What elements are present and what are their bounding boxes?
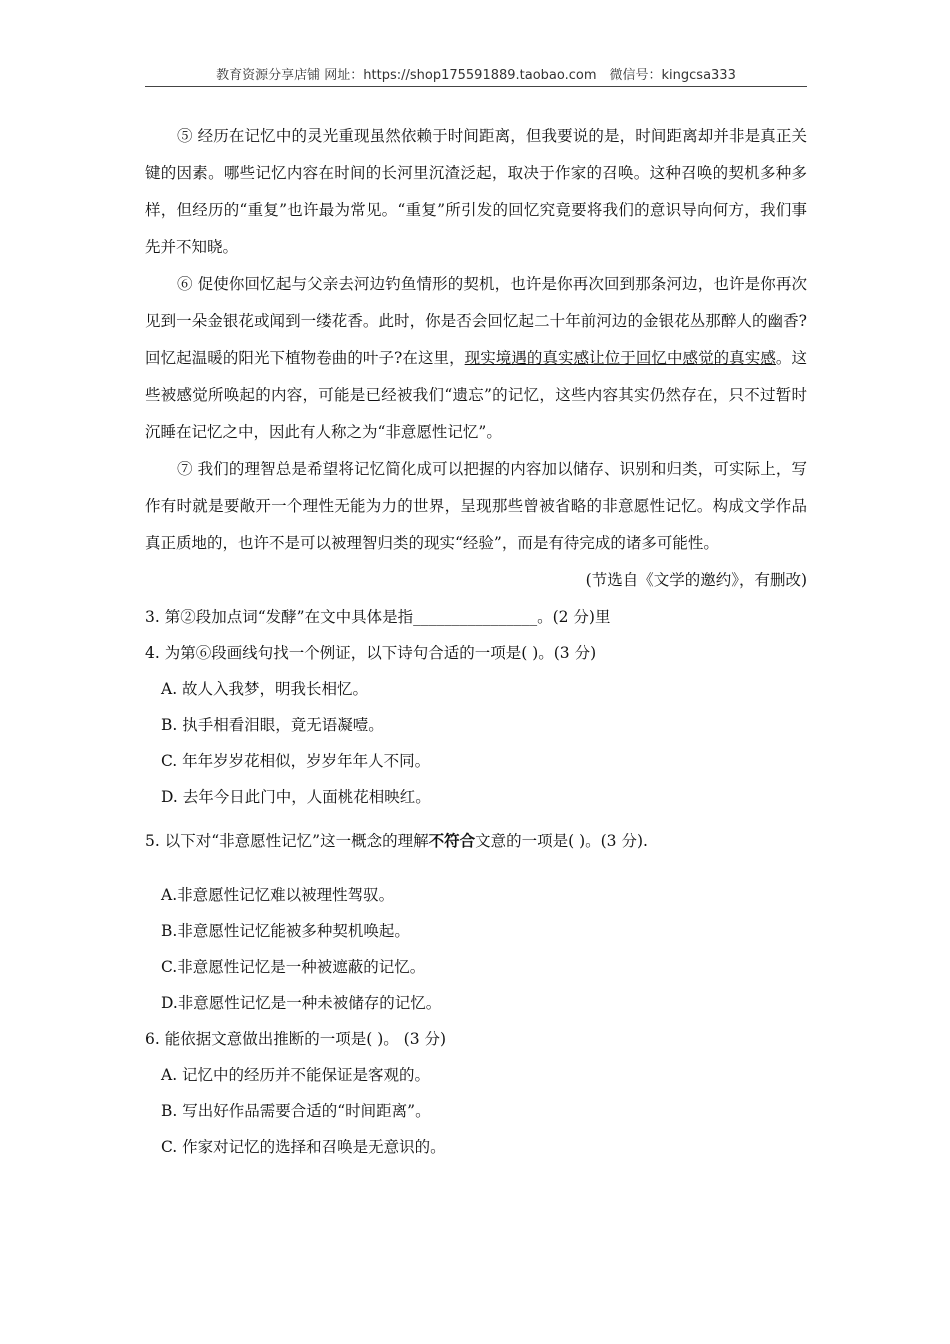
question-6-option-b: B. 写出好作品需要合适的“时间距离”。	[161, 1102, 431, 1120]
question-6-stem: 6. 能依据文意做出推断的一项是( )。 (3 分)	[145, 1030, 447, 1048]
question-4-option-b: B. 执手相看泪眼，竟无语凝噎。	[161, 716, 384, 734]
question-4-option-c: C. 年年岁岁花相似，岁岁年年人不同。	[161, 752, 431, 770]
question-6-option-a: A. 记忆中的经历并不能保证是客观的。	[161, 1066, 431, 1084]
question-3: 3. 第②段加点词“发酵”在文中具体是指________________。(2 分)里	[145, 608, 611, 626]
question-5-option-d: D.非意愿性记忆是一种未被储存的记忆。	[161, 994, 442, 1012]
source-citation: (节选自《文学的邀约》，有删改)	[585, 571, 807, 589]
question-6-option-c: C. 作家对记忆的选择和召唤是无意识的。	[161, 1138, 446, 1156]
document-body	[145, 118, 807, 1165]
question-5-option-b: B.非意愿性记忆能被多种契机唤起。	[161, 922, 410, 940]
paragraph-6-text-after: 。这些被感觉所唤起的内容，可能是已经被我们“遗忘”的记忆，这些内容其实仍然存在，只不过暂时沉睡在记忆之中，因此有人称之为“非意愿性记忆”。	[145, 349, 807, 441]
spacer	[145, 859, 807, 877]
underlined-sentence: 现实境遇的真实感让位于回忆中感觉的真实感	[464, 349, 776, 367]
header-divider	[145, 86, 807, 87]
question-5-option-a: A.非意愿性记忆难以被理性驾驭。	[161, 886, 395, 904]
question-5-stem	[145, 823, 807, 859]
question-4-option-a: A. 故人入我梦，明我长相忆。	[161, 680, 369, 698]
question-5-option-c: C.非意愿性记忆是一种被遮蔽的记忆。	[161, 958, 426, 976]
paragraph-7: ⑦ 我们的理智总是希望将记忆简化成可以把握的内容加以储存、识别和归类，可实际上，写作有时就是要敞开一个理性无能为力的世界，呈现那些曾被省略的非意愿性记忆。构成文学作品真正质地的，也许不是可以被理智归类的现实“经验”，而是有待完成的诸多可能性。	[145, 460, 807, 552]
question-4-option-d: D. 去年今日此门中，人面桃花相映红。	[161, 788, 431, 806]
question-4-stem: 4. 为第⑥段画线句找一个例证，以下诗句合适的一项是( )。(3 分)	[145, 644, 597, 662]
question-5-stem-before: 5. 以下对“非意愿性记忆”这一概念的理解	[145, 832, 429, 850]
paragraph-6-text-before: ⑥ 促使你回忆起与父亲去河边钓鱼情形的契机，也许是你再次回到那条河边，也许是你再次见到一朵金银花或闻到一缕花香。此时，你是否会回忆起二十年前河边的金银花丛那醉人的幽香?回忆起温暖的阳光下植物卷曲的叶子?在这里，	[145, 275, 807, 367]
question-5-stem-after: 文意的一项是( )。(3 分).	[475, 832, 648, 850]
question-5-emphasis: 不符合	[428, 832, 476, 850]
paragraph-6	[145, 266, 807, 451]
paragraph-5: ⑤ 经历在记忆中的灵光重现虽然依赖于时间距离，但我要说的是，时间距离却并非是真正关键的因素。哪些记忆内容在时间的长河里沉渣泛起，取决于作家的召唤。这种召唤的契机多种多样，但经历的“重复”也许最为常见。“重复”所引发的回忆究竟要将我们的意识导向何方，我们事先并不知晓。	[145, 127, 807, 256]
page-header: 教育资源分享店铺 网址：https://shop175591889.taobao.com 微信号：kingcsa333	[216, 68, 736, 83]
